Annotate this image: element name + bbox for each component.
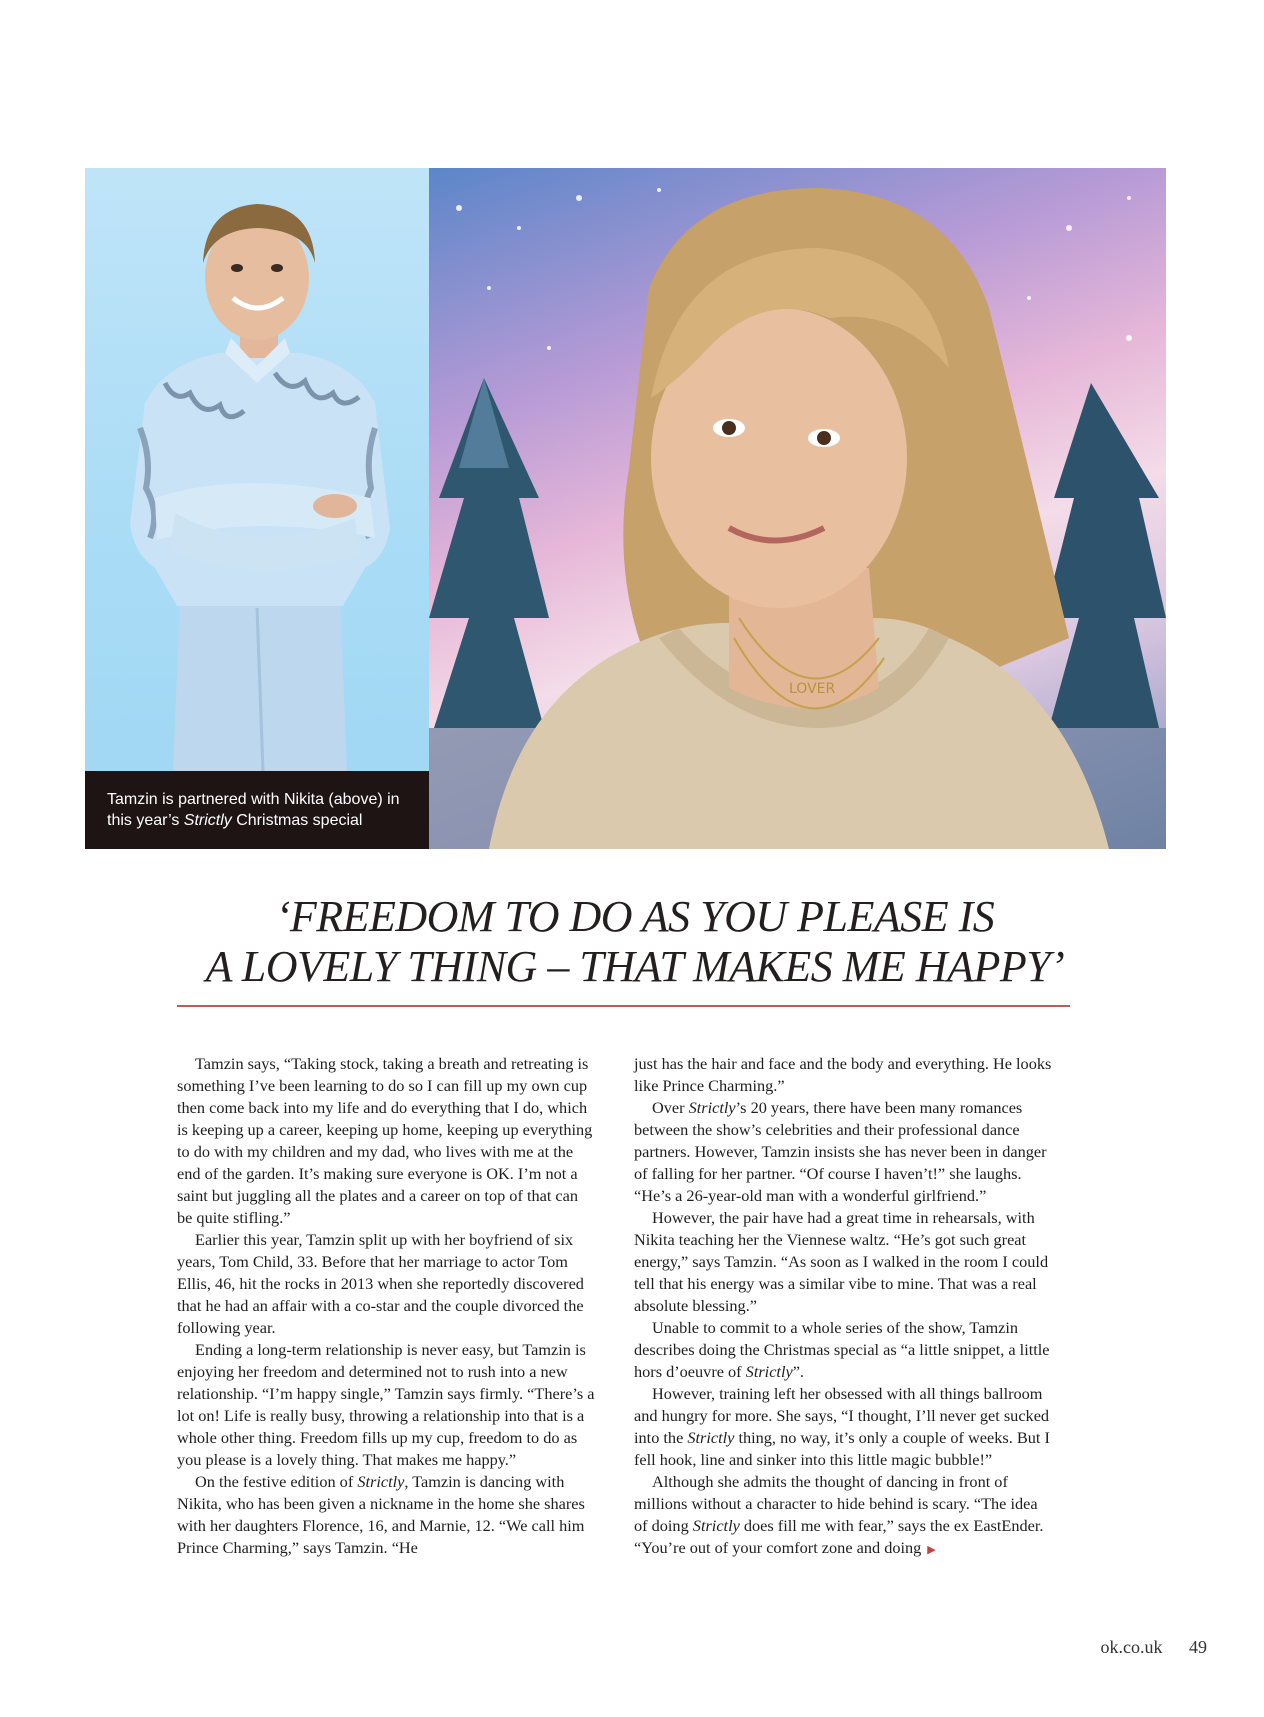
caption-show-title: Strictly [183,812,232,829]
show-title: Strictly [357,1472,405,1491]
headline-line-2: A LOVELY THING – THAT MAKES ME HAPPY’ [205,942,1065,991]
photo-tamzin [429,168,1166,849]
paragraph: Ending a long-term relationship is never easy, but Tamzin is enjoying her freedom and determined not to rush into a new relationship. “I’m happy single,” Tamzin says firmly. “There’s a lot on! Life is really busy, throwing a relationship into that is a whole other thing. Freedom fills up my cup, freedom to do as you please is a lovely thing. That makes me happy.” [177,1340,595,1469]
paragraph: Tamzin says, “Taking stock, taking a breath and retreating is something I’ve been learning to do so I can fill up my own cup then come back into my life and do everything that I do, which is keeping up a career, keeping up home, keeping up everything to do with my children and my dad, who lives with me at the end of the garden. It’s making sure everyone is OK. I’m not a saint but juggling all the plates and a career on top of that can be quite stifling.” [177,1054,593,1227]
paragraph: Over Strictly’s 20 years, there have been many romances between the show’s celebrities and their professional dance partners. However, Tamzin insists she has never been in danger of falling for her partner. “Of course I haven’t!” she laughs. “He’s a 26-year-old man with a wonderful girlfriend.” [634,1098,1047,1205]
necklace-lettering: LOVER [789,681,836,697]
nikita-illustration [85,168,429,771]
headline-divider [177,1005,1070,1007]
continue-arrow-icon: ▶ [927,1544,936,1556]
caption-text: Tamzin is partnered with Nikita (above) in this year’s [107,791,400,829]
caption-text-end: Christmas special [231,812,363,829]
paragraph: Although she admits the thought of dancing in front of millions without a character to hide behind is scary. “The idea of doing Strictly does fill me with fear,” says the ex EastEnder. “You’re out of your comfort zone and doing ▶ [634,1472,1044,1557]
paragraph: However, training left her obsessed with all things ballroom and hungry for more. She says, “I thought, I’ll never get sucked into the Strictly thing, no way, it’s only a couple of weeks. But I fell hook, line and sinker into this little magic bubble!” [634,1384,1050,1469]
paragraph: just has the hair and face and the body and everything. He looks like Prince Charming.” [634,1054,1052,1095]
photo-nikita [85,168,429,849]
photo-strip [85,168,1166,849]
tamzin-illustration [429,168,1166,849]
show-title: Strictly [687,1428,735,1447]
paragraph: Unable to commit to a whole series of the show, Tamzin describes doing the Christmas special as “a little snippet, a little hors d’oeuvre of Strictly”. [634,1318,1050,1381]
paragraph: However, the pair have had a great time in rehearsals, with Nikita teaching her the Viennese waltz. “He’s got such great energy,” says Tamzin. “As soon as I walked in the room I could tell that his energy was a similar vibe to mine. That was a real absolute blessing.” [634,1208,1049,1315]
headline-line-1: ‘FREEDOM TO DO AS YOU PLEASE IS [275,892,995,941]
page-footer [1101,1637,1208,1658]
pull-quote-headline [170,892,1100,992]
paragraph: On the festive edition of Strictly, Tamzin is dancing with Nikita, who has been given a nickname in the home she shares with her daughters Florence, 16, and Marnie, 12. “We call him Prince Charming,” says Tamzin. “He [177,1472,585,1557]
paragraph: Earlier this year, Tamzin split up with her boyfriend of six years, Tom Child, 33. Before that her marriage to actor Tom Ellis, 46, hit the rocks in 2013 when she reportedly discovered that he had an affair with a co-star and the couple divorced the following year. [177,1230,584,1337]
show-title: Strictly [692,1516,740,1535]
article-column-right [634,1053,1054,1561]
photo-caption [85,771,429,849]
page-number: 49 [1189,1637,1207,1657]
show-title: Strictly [688,1098,736,1117]
footer-site: ok.co.uk [1100,1637,1163,1657]
show-title: Strictly [745,1362,793,1381]
article-column-left [177,1053,597,1559]
